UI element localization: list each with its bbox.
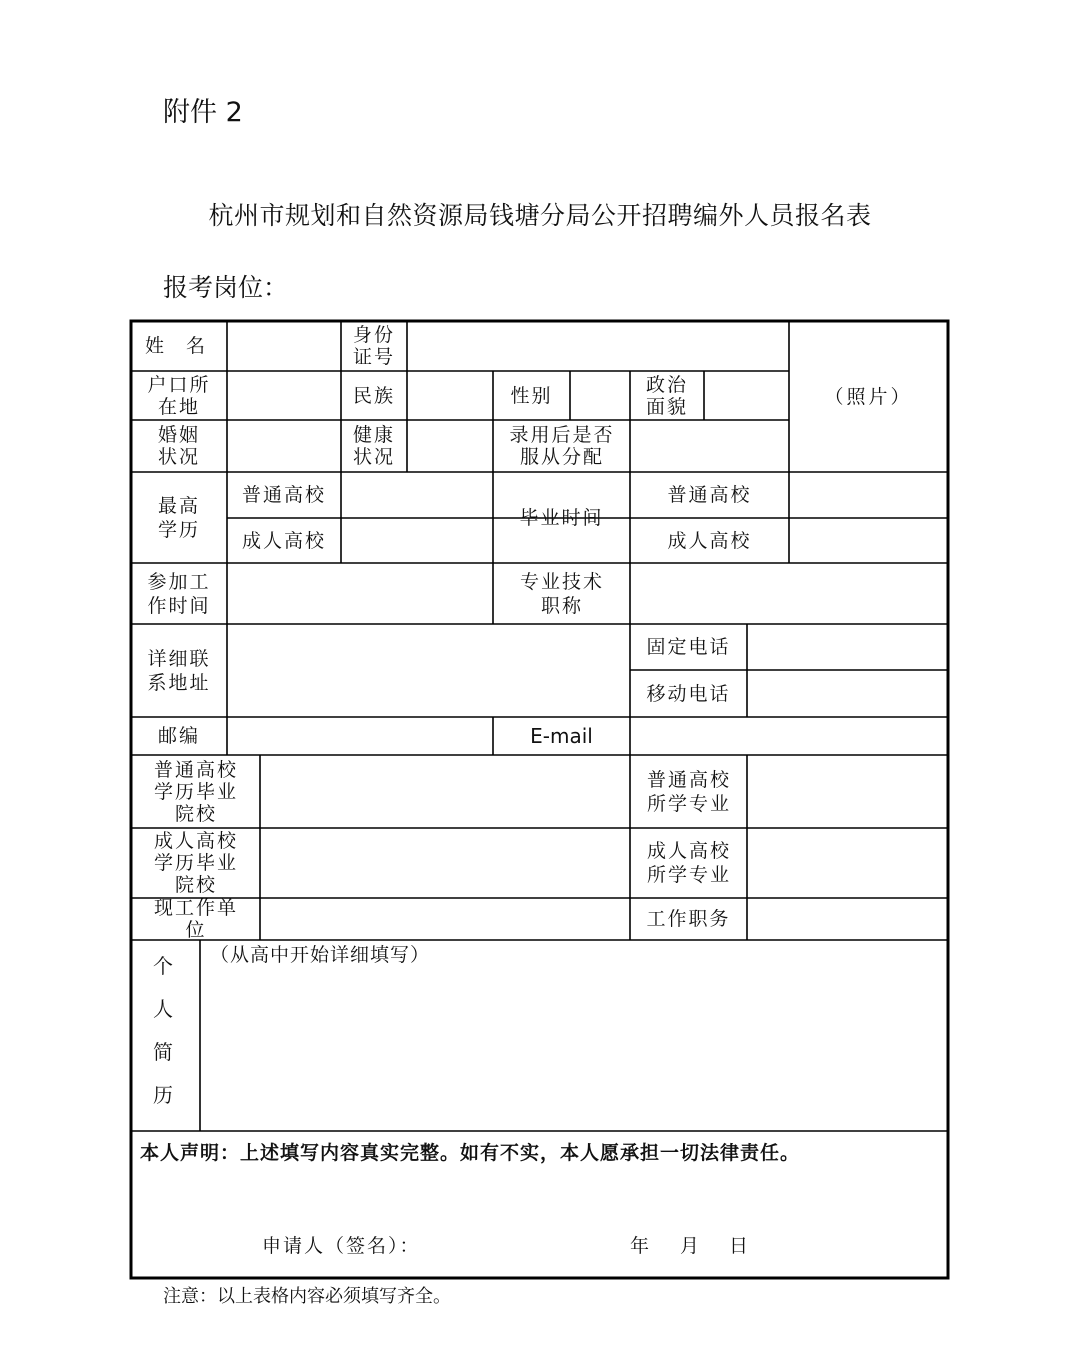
- highest-education-label: 最高学历: [157, 494, 200, 541]
- work-start-label: 参加工作时间: [147, 570, 211, 617]
- landline-field[interactable]: [747, 624, 948, 670]
- date-month-label: 月: [680, 1235, 700, 1257]
- signature-label: 申请人（签名）：: [262, 1235, 421, 1257]
- regular-major-label: 普通高校所学专业: [646, 768, 731, 815]
- health-label: 健康状况: [352, 424, 395, 468]
- adult-major-label: 成人高校所学专业: [646, 840, 731, 886]
- landline-label: 固定电话: [646, 636, 731, 658]
- form-title: 杭州市规划和自然资源局钱塘分局公开招聘编外人员报名表: [208, 201, 872, 230]
- mobile-field[interactable]: [747, 670, 948, 717]
- name-label: 姓 名: [144, 335, 214, 357]
- job-title-label: 工作职务: [646, 908, 731, 930]
- declaration-text: 本人声明：上述填写内容真实完整。如有不实，本人愿承担一切法律责任。: [140, 1142, 801, 1164]
- email-field[interactable]: [630, 717, 948, 755]
- adult-college-label: 成人高校: [241, 529, 326, 552]
- work-start-field[interactable]: [227, 563, 493, 624]
- regular-school-field[interactable]: [260, 755, 630, 828]
- resume-hint: （从高中开始详细填写）: [210, 944, 431, 966]
- resume-field[interactable]: [200, 968, 948, 1128]
- date-year-label: 年: [630, 1235, 650, 1257]
- resume-char-2: 人: [153, 997, 173, 1021]
- address-label: 详细联系地址: [147, 647, 211, 694]
- political-field[interactable]: [704, 371, 789, 420]
- address-field[interactable]: [227, 624, 630, 717]
- obey-assignment-label: 录用后是否服从分配: [509, 424, 615, 468]
- grad-regular-college-label: 普通高校: [667, 484, 752, 506]
- date-day-label: 日: [729, 1235, 749, 1257]
- household-label: 户口所在地: [147, 373, 211, 418]
- regular-college-field[interactable]: [341, 472, 493, 518]
- resume-char-4: 历: [153, 1083, 173, 1107]
- adult-college-field[interactable]: [341, 518, 493, 563]
- regular-major-field[interactable]: [747, 755, 948, 828]
- professional-title-field[interactable]: [630, 563, 948, 624]
- graduation-time-label: 毕业时间: [519, 506, 604, 529]
- mobile-label: 移动电话: [646, 682, 731, 705]
- id-number-field[interactable]: [407, 321, 789, 371]
- position-label: 报考岗位：: [163, 273, 289, 302]
- obey-assignment-field[interactable]: [630, 420, 789, 472]
- adult-major-field[interactable]: [747, 828, 948, 898]
- health-field[interactable]: [407, 420, 493, 472]
- household-field[interactable]: [227, 371, 341, 420]
- grad-regular-college-field[interactable]: [789, 472, 948, 518]
- resume-char-1: 个: [153, 954, 173, 978]
- photo-placeholder[interactable]: （照片）: [824, 385, 913, 408]
- current-employer-field[interactable]: [260, 898, 630, 940]
- ethnicity-label: 民族: [352, 384, 395, 407]
- adult-school-field[interactable]: [260, 828, 630, 898]
- gender-field[interactable]: [570, 371, 630, 420]
- grad-adult-college-field[interactable]: [789, 518, 948, 563]
- resume-char-3: 简: [153, 1040, 173, 1064]
- footer-note: 注意：以上表格内容必须填写齐全。: [163, 1286, 451, 1307]
- gender-label: 性别: [510, 384, 553, 407]
- regular-school-label: 普通高校学历毕业院校: [153, 758, 238, 825]
- job-title-field[interactable]: [747, 898, 948, 940]
- email-label: E-mail: [530, 724, 593, 748]
- regular-college-label: 普通高校: [241, 484, 326, 506]
- attachment-label: 附件 2: [163, 97, 243, 128]
- name-field[interactable]: [227, 321, 341, 371]
- ethnicity-field[interactable]: [407, 371, 493, 420]
- political-label: 政治面貌: [645, 373, 688, 418]
- marital-label: 婚姻状况: [157, 424, 200, 468]
- marital-field[interactable]: [227, 420, 341, 472]
- id-number-label: 身份证号: [352, 324, 395, 368]
- postcode-label: 邮编: [157, 725, 200, 747]
- postcode-field[interactable]: [227, 717, 493, 755]
- grad-adult-college-label: 成人高校: [667, 529, 752, 552]
- current-employer-label: 现工作单位: [153, 897, 238, 941]
- professional-title-label: 专业技术职称: [519, 570, 604, 617]
- adult-school-label: 成人高校学历毕业院校: [153, 830, 238, 896]
